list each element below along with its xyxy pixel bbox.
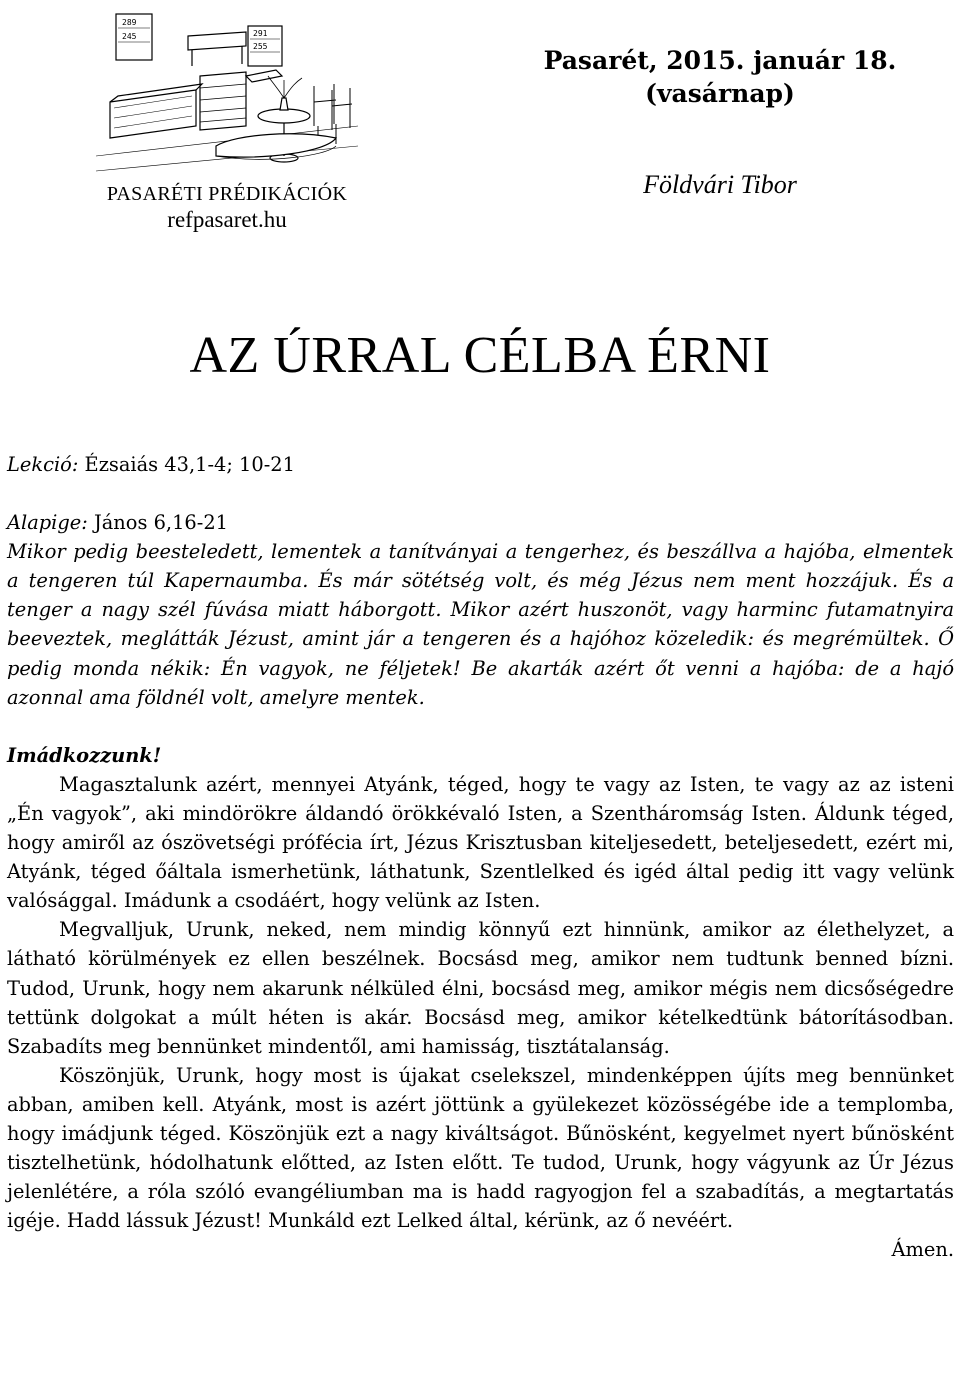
date-line: Pasarét, 2015. január 18. <box>543 46 897 75</box>
lection-line <box>7 450 954 479</box>
lection-reference: Ézsaiás 43,1-4; 10-21 <box>78 453 295 476</box>
church-interior-illustration <box>96 6 358 186</box>
prayer-heading: Imádkozzunk! <box>7 743 162 767</box>
sermon-body <box>7 450 954 1264</box>
scripture-reference: János 6,16-21 <box>87 511 228 535</box>
lection-label: Lekció: <box>7 453 79 476</box>
hymn-number: 291 <box>253 29 268 38</box>
scripture-text: Mikor pedig beesteledett, lementek a tanítványai a tengerhez, és beszállva a hajóba, elmentek a tengeren túl Kapernaumba. És már sötétség volt, és még Jézus nem ment hozzájuk. És a tenger a nagy szél fúvása miatt háborgott. Mikor azért huszonöt, vagy harminc futamatnyira beeveztek, meglátták Jézust, amint jár a tengeren és a hajóhoz közeledik: és megrémültek. Ő pedig monda nékik: Én vagyok, ne féljetek! Be akarták azért őt venni a hajóba: de a hajó azonnal ama földnél volt, amelyre mentek. <box>7 540 954 709</box>
prayer-paragraph: Köszönjük, Urunk, hogy most is újakat cselekszel, mindenképpen újíts meg bennünket abban, amiben kell. Atyánk, most is azért jöttünk a gyülekezet közösségébe ide a templomba, hogy imádjunk téged. Köszönjük ezt a nagy kiváltságot. Bűnösként, kegyelmet nyert bűnösként tisztelhetünk, hódolhatunk előtted, az Isten előtt. Te tudod, Urunk, hogy vágyunk az Úr Jézus jelenlétére, a róla szóló evangéliumban ma is hadd ragyogjon fel a szabadítás, a megtartatás igéje. Hadd lássuk Jézust! Munkáld ezt Lelked által, kérünk, az ő nevéért. <box>7 1063 954 1233</box>
hymn-number: 245 <box>122 32 137 41</box>
author-name: Földvári Tibor <box>643 170 797 199</box>
scripture-line <box>7 508 954 537</box>
header <box>0 0 960 250</box>
prayer-closing: Ámen. <box>891 1238 954 1262</box>
prayer-paragraph: Megvalljuk, Urunk, neked, nem mindig könnyű ezt hinnünk, amikor az élethelyzet, a látható körülmények ez ellen beszélnek. Bocsásd meg, amikor nem tudtunk benned bízni. Tudod, Urunk, hogy nem akarunk nélküled élni, bocsásd meg, amikor mégis nem dicsőségedre tettünk dolgokat a múlt héten is akár. Bocsásd meg, amikor kételkedtünk bátorításodban. Szabadíts meg bennünket mindentől, ami hamisság, tisztátalanság. <box>7 918 954 1058</box>
hymn-number: 255 <box>253 42 268 51</box>
publication-name: PASARÉTI PRÉDIKÁCIÓK <box>106 183 348 205</box>
sermon-date <box>480 44 960 110</box>
sermon-title: AZ ÚRRAL CÉLBA ÉRNI <box>189 327 771 384</box>
publication-website: refpasaret.hu <box>167 207 287 232</box>
weekday-line: (vasárnap) <box>645 79 795 108</box>
scripture-label: Alapige: <box>7 511 88 535</box>
hymn-number: 289 <box>122 18 137 27</box>
prayer-paragraph: Magasztalunk azért, mennyei Atyánk, téged, hogy te vagy az Isten, te vagy az az isteni „Én vagyok”, aki mindörökre áldandó örökkévaló Isten, a Szentháromság Isten. Áldunk téged, hogy amiről az ószövetségi prófécia írt, Jézus Krisztusban kiteljesedett, beteljesedett, ezért mi, Atyánk, téged őáltala ismerhetünk, láthatunk, Szentlelked és igéd által pedig itt vagy velünk valósággal. Imádunk a csodáért, hogy velünk az Isten. <box>7 772 954 913</box>
